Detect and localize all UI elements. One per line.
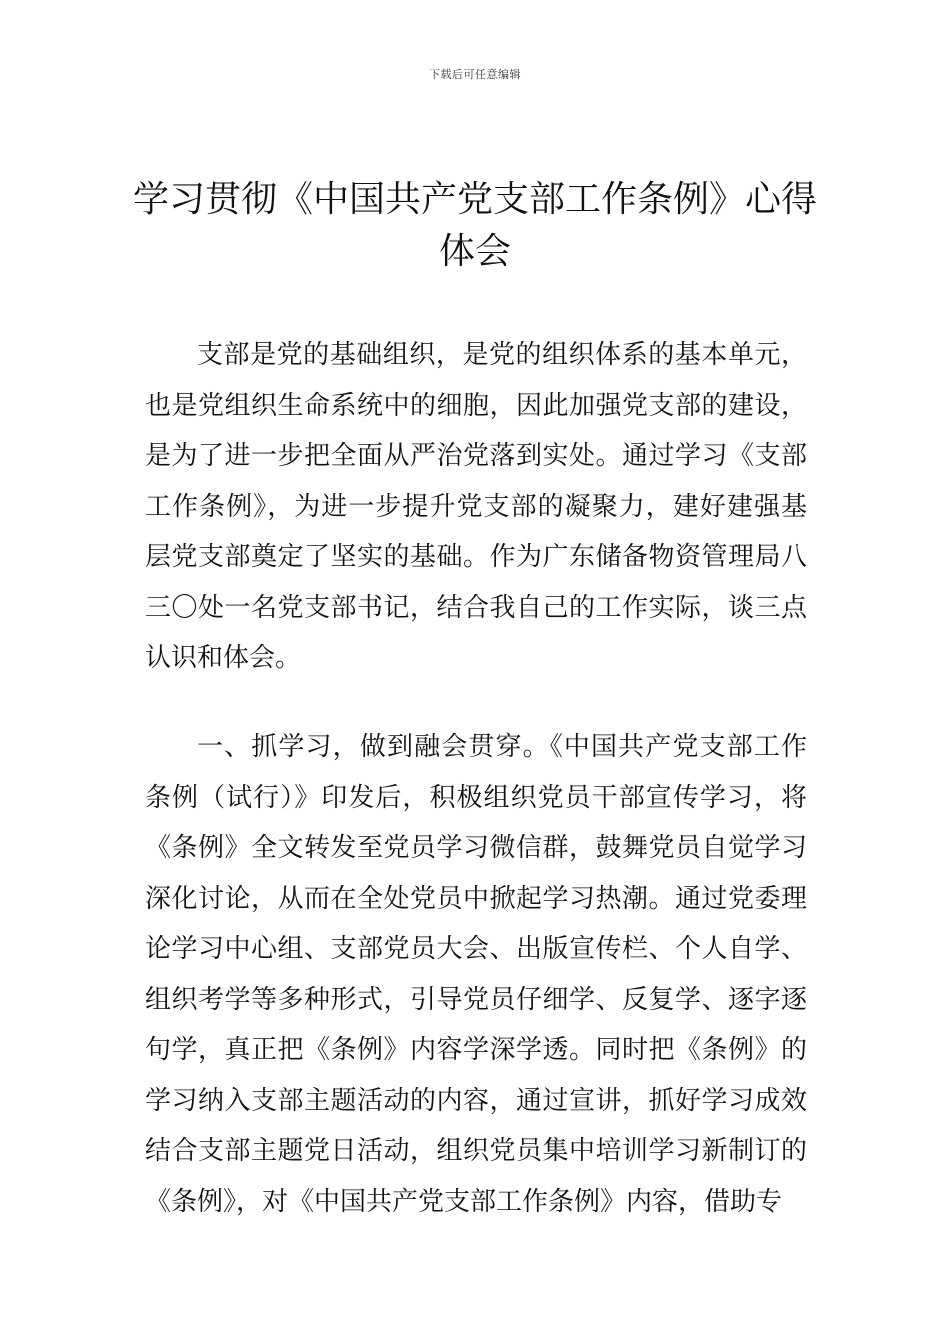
header-note: 下载后可任意编辑 xyxy=(429,68,521,81)
body-paragraph-2: 一、抓学习，做到融会贯穿。《中国共产党支部工作条例（试行）》印发后，积极组织党员干部宣传学习，将《条例》全文转发至党员学习微信群，鼓舞党员自觉学习深化讨论，从而在全处党员中掀起学习热潮。通过党委理论学习中心组、支部党员大会、出版宣传栏、个人自学、组织考学等多种形式，引导党员仔细学、反复学、逐字逐句学，真正把《条例》内容学深学透。同时把《条例》的学习纳入支部主题活动的内容，通过宣讲，抓好学习成效结合支部主题党日活动，组织党员集中培训学习新制订的《条例》，对《中国共产党支部工作条例》内容，借助专 xyxy=(145,732,807,1217)
body-paragraph-1: 支部是党的基础组织，是党的组织体系的基本单元，也是党组织生命系统中的细胞，因此加强党支部的建设，是为了进一步把全面从严治党落到实处。通过学习《支部工作条例》，为进一步提升党支部的凝聚力，建好建强基层党支部奠定了坚实的基础。作为广东储备物资管理局八三〇处一名党支部书记，结合我自己的工作实际，谈三点认识和体会。 xyxy=(145,340,807,673)
document-title: 学习贯彻《中国共产党支部工作条例》心得体会 xyxy=(132,179,817,272)
